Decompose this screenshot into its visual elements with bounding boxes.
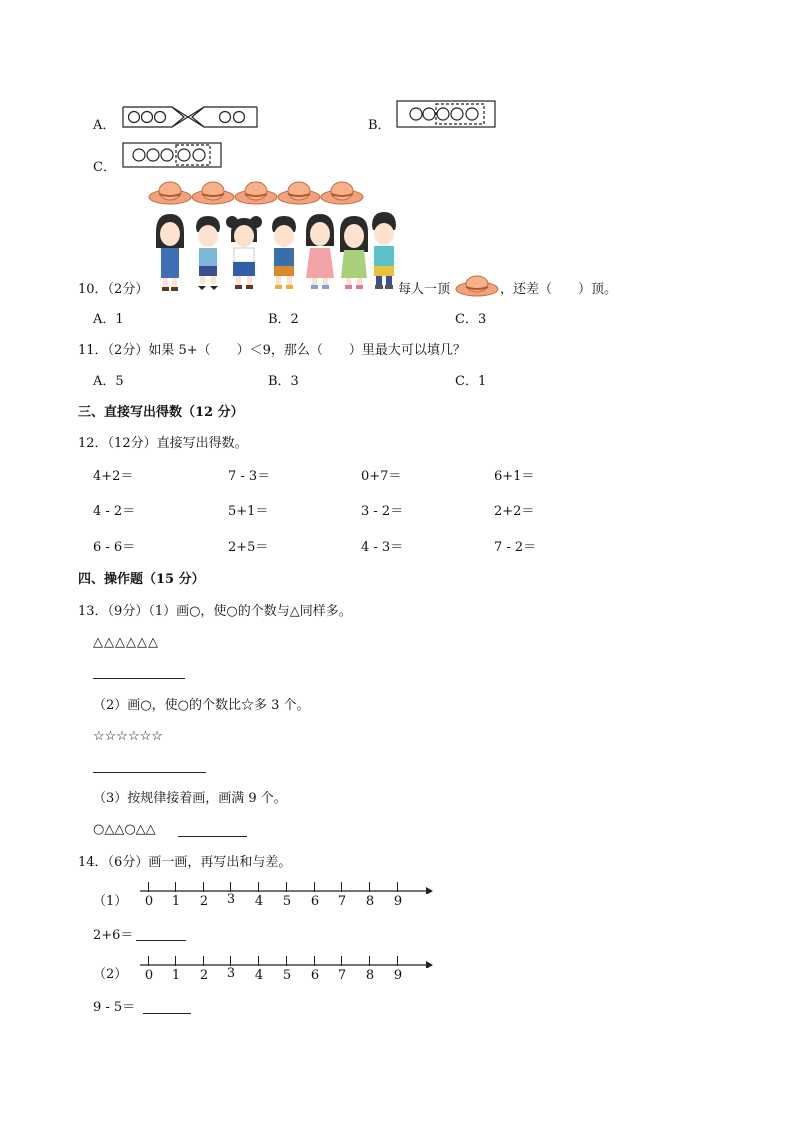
q14-eq-2: 9 - 5＝ [93, 1000, 136, 1015]
number-line-tick [314, 956, 315, 966]
tick-label: 0 [144, 968, 154, 983]
number-line-tick [369, 956, 370, 966]
hat-icon [321, 182, 363, 204]
section-4-title: 四、操作题（15 分） [78, 572, 205, 587]
tick-label: 4 [254, 968, 264, 983]
tick-label: 9 [393, 894, 403, 909]
child-icon [306, 214, 334, 289]
q14-answer-line-2[interactable] [143, 1013, 191, 1014]
q10-stem: 10．（2分） [78, 282, 149, 297]
number-line-tick [286, 956, 287, 966]
tick-label: 3 [226, 892, 236, 907]
q14-line-1-label: （1） [93, 894, 128, 909]
q14-answer-line-1[interactable] [136, 940, 186, 941]
q11-option-c: C．1 [455, 374, 487, 389]
q12-item: 2+5＝ [228, 540, 269, 555]
q12-item: 0+7＝ [361, 469, 402, 484]
tick-label: 2 [199, 894, 209, 909]
q12-item: 6+1＝ [494, 469, 535, 484]
q12-stem: 12．（12分）直接写出得数。 [78, 436, 248, 451]
number-line-tick [369, 882, 370, 892]
q12-item: 4 - 3＝ [361, 540, 404, 555]
number-line-tick [203, 882, 204, 892]
number-line-tick [341, 956, 342, 966]
tick-label: 4 [254, 894, 264, 909]
number-line-tick [286, 882, 287, 892]
number-line-tick [148, 882, 149, 892]
q12-item: 4 - 2＝ [93, 504, 136, 519]
children-illustration [150, 212, 400, 296]
hat-icon [192, 182, 234, 204]
q9-option-b-label: B． [368, 118, 391, 133]
hat-icon [455, 274, 499, 298]
q9-option-a-figure [122, 106, 258, 128]
q12-item: 2+2＝ [494, 504, 535, 519]
q12-item: 4+2＝ [93, 469, 134, 484]
number-line-tick [230, 956, 231, 966]
children-row [150, 212, 400, 296]
q9-option-b-diagram [396, 100, 496, 128]
hats-row [148, 178, 368, 208]
q10-tail-b: ，还差（ ）顶。 [500, 282, 618, 297]
tick-label: 6 [310, 894, 320, 909]
number-line-tick [314, 882, 315, 892]
hats-illustration [148, 178, 368, 208]
number-line-tick [258, 882, 259, 892]
child-icon [226, 216, 262, 289]
q13-part-2: （2）画○，使○的个数比☆多 3 个。 [93, 698, 310, 713]
tick-label: 2 [199, 968, 209, 983]
number-line-2 [140, 956, 434, 986]
tick-label: 1 [171, 894, 181, 909]
number-line-tick [258, 956, 259, 966]
q10-option-b: B．2 [268, 312, 299, 327]
tick-label: 8 [365, 894, 375, 909]
tick-label: 3 [226, 966, 236, 981]
q13-stars: ☆☆☆☆☆☆ [93, 729, 163, 744]
hat-icon [235, 182, 277, 204]
child-icon [156, 214, 184, 291]
child-icon [372, 212, 396, 289]
number-line-tick [148, 956, 149, 966]
q12-item: 5+1＝ [228, 504, 269, 519]
number-line-tick [341, 882, 342, 892]
tick-label: 1 [171, 968, 181, 983]
number-line-tick [230, 882, 231, 892]
q10-option-c: C．3 [455, 312, 487, 327]
q10-option-a: A．1 [93, 312, 124, 327]
hat-icon [278, 182, 320, 204]
tick-label: 6 [310, 968, 320, 983]
q10-tail-a: 每人一顶 [398, 282, 451, 297]
tick-label: 7 [337, 894, 347, 909]
q12-item: 3 - 2＝ [361, 504, 404, 519]
number-line-1 [140, 882, 434, 912]
hat-inline-icon [455, 274, 499, 298]
q9-option-c-figure [122, 142, 222, 168]
number-line-tick [175, 882, 176, 892]
q13-triangles: △△△△△△ [93, 635, 159, 650]
q9-option-b-figure [396, 100, 496, 128]
tick-label: 0 [144, 894, 154, 909]
tick-label: 5 [282, 894, 292, 909]
q9-option-c-label: C． [93, 160, 116, 175]
q14-line-2-label: （2） [93, 967, 128, 982]
tick-label: 5 [282, 968, 292, 983]
q13-stem: 13．（9分）（1）画○，使○的个数与△同样多。 [78, 604, 352, 619]
q9-option-c-diagram [122, 142, 222, 168]
tick-label: 8 [365, 968, 375, 983]
q13-answer-line-1[interactable] [93, 678, 185, 679]
number-line-tick [397, 882, 398, 892]
q12-item: 6 - 6＝ [93, 540, 136, 555]
q11-option-b: B．3 [268, 374, 299, 389]
number-line-tick [203, 956, 204, 966]
number-line-tick [397, 956, 398, 966]
section-3-title: 三、直接写出得数（12 分） [78, 405, 244, 420]
number-line-tick [175, 956, 176, 966]
q9-option-a-diagram [122, 106, 258, 128]
q13-pattern: ○△△○△△ [93, 822, 156, 837]
q11-option-a: A．5 [93, 374, 124, 389]
child-icon [196, 216, 220, 290]
child-icon [272, 216, 296, 289]
tick-label: 7 [337, 968, 347, 983]
q12-item: 7 - 3＝ [228, 469, 271, 484]
child-icon [340, 216, 368, 289]
number-line-2-axis [140, 956, 434, 968]
q14-stem: 14．（6分）画一画，再写出和与差。 [78, 855, 292, 870]
q11-stem: 11．（2分）如果 5+（ ）＜9，那么（ ）里最大可以填几？ [78, 343, 466, 358]
q12-item: 7 - 2＝ [494, 540, 537, 555]
q13-answer-line-2[interactable] [93, 772, 206, 773]
q14-eq-1: 2+6＝ [93, 928, 134, 943]
number-line-1-axis [140, 882, 434, 894]
hat-icon [149, 182, 191, 204]
q9-option-a-label: A． [93, 118, 116, 133]
q13-part-3: （3）按规律接着画，画满 9 个。 [93, 791, 287, 806]
q13-answer-line-3[interactable] [178, 836, 247, 837]
tick-label: 9 [393, 968, 403, 983]
